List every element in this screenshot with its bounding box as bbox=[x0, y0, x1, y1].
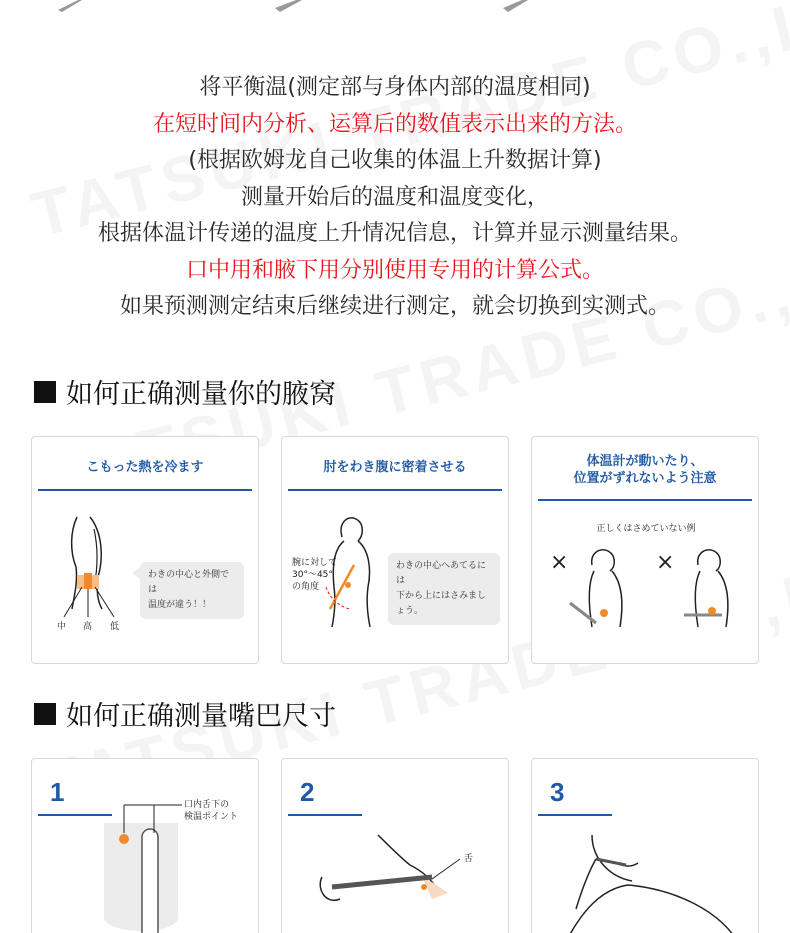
wrong-example-illustration bbox=[532, 437, 759, 664]
armpit-card-caution bbox=[531, 436, 759, 664]
intro-text-block bbox=[0, 70, 790, 326]
section-title-armpit bbox=[34, 372, 336, 411]
tongue-label: 舌 bbox=[464, 854, 474, 864]
mouth-card-step-2 bbox=[281, 758, 509, 933]
intro-line: (根据欧姆龙自己收集的体温上升数据计算) bbox=[188, 148, 602, 173]
card-title: 体温計が動いたり、 位置がずれないよう注意 bbox=[573, 454, 717, 486]
mouth-point-illustration bbox=[32, 759, 259, 933]
armpit-illustration bbox=[32, 437, 259, 664]
mouth-card-step-3 bbox=[531, 758, 759, 933]
info-bubble: わきの中心へあてるには 下から上にはさみましょう。 bbox=[388, 553, 500, 625]
wrong-mark-icon: × bbox=[656, 550, 675, 575]
label-high: 高 bbox=[83, 622, 93, 632]
elbow-illustration bbox=[282, 437, 509, 664]
check-point-label: 口内舌下の 検温ポイント bbox=[184, 800, 239, 822]
intro-line: 根据体温计传递的温度上升情况信息，计算并显示测量结果。 bbox=[97, 221, 692, 246]
card-title: 肘をわき腹に密着させる bbox=[323, 460, 467, 475]
mouth-insert-illustration bbox=[282, 759, 509, 933]
square-bullet-icon bbox=[34, 381, 56, 403]
intro-line-highlight: 在短时间内分析、运算后的数值表示出来的方法。 bbox=[152, 111, 637, 137]
armpit-card-cool-heat bbox=[31, 436, 259, 664]
label-middle: 中 bbox=[57, 622, 67, 632]
angle-label: 腕に対して 30°～45° の角度 bbox=[292, 558, 338, 592]
square-bullet-icon bbox=[34, 703, 56, 725]
mouth-close-illustration bbox=[532, 759, 759, 933]
intro-line: 如果预测测定结束后继续进行测定，就会切换到实测式。 bbox=[119, 294, 670, 319]
info-bubble: わきの中心と外側では 温度が違う！！ bbox=[140, 562, 244, 619]
caption-wrong-example: 正しくはさめていない例 bbox=[596, 524, 696, 534]
section-title-mouth bbox=[34, 694, 336, 733]
step-number: 1 bbox=[50, 777, 65, 807]
mouth-card-step-1 bbox=[31, 758, 259, 933]
card-title: こもった熱を冷ます bbox=[86, 460, 204, 475]
intro-line: 将平衡温(测定部与身体内部的温度相同) bbox=[199, 75, 591, 100]
armpit-card-elbow bbox=[281, 436, 509, 664]
intro-line-highlight: 口中用和腋下用分别使用专用的计算公式。 bbox=[185, 257, 604, 283]
step-number: 3 bbox=[550, 777, 565, 807]
step-number: 2 bbox=[300, 777, 315, 807]
thermometer-images-top bbox=[0, 0, 790, 20]
intro-line: 测量开始后的温度和温度变化， bbox=[240, 184, 549, 210]
wrong-mark-icon: × bbox=[550, 550, 569, 575]
section-title-text: 如何正确测量你的腋窝 bbox=[66, 379, 336, 410]
label-low: 低 bbox=[110, 622, 120, 632]
section-title-text: 如何正确测量嘴巴尺寸 bbox=[66, 701, 336, 732]
